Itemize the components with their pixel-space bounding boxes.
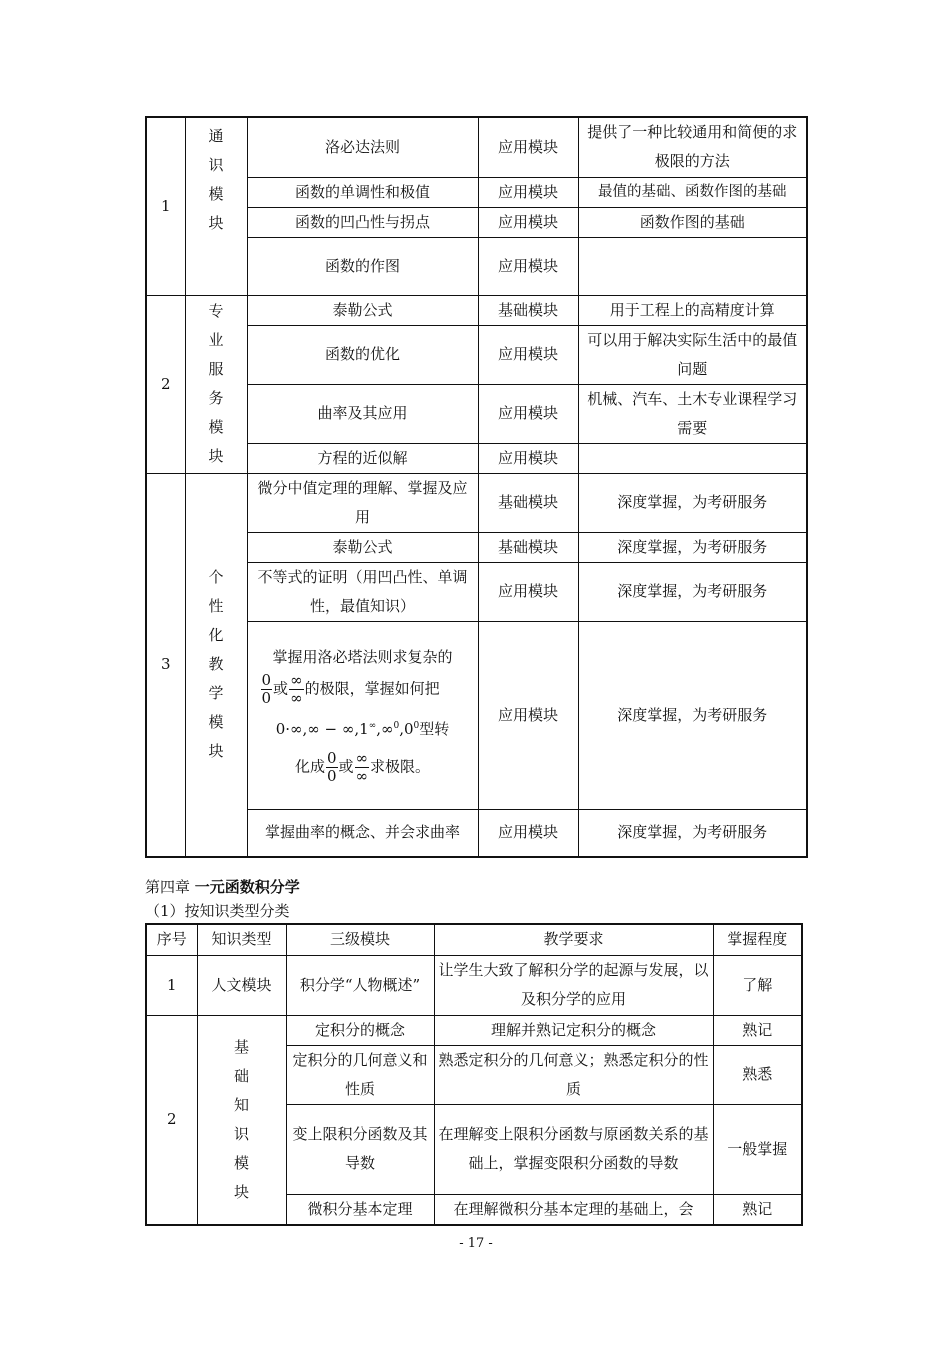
row-number: 2 <box>146 1015 197 1225</box>
note-cell: 深度掌握，为考研服务 <box>578 621 807 809</box>
topic-cell: 函数的作图 <box>247 237 478 295</box>
row-number: 1 <box>146 955 197 1015</box>
note-cell: 提供了一种比较通用和简便的求极限的方法 <box>578 117 807 177</box>
lhopital-topic-cell <box>247 621 478 809</box>
knowledge-type: 基 础 知 识 模 块 <box>197 1015 286 1225</box>
table-derivative-applications <box>145 116 808 858</box>
table-integral-calculus <box>145 923 803 1226</box>
topic-cell: 掌握曲率的概念、并会求曲率 <box>247 809 478 857</box>
header-requirement: 教学要求 <box>434 924 713 955</box>
group-number: 3 <box>146 473 185 857</box>
topic-cell: 洛必达法则 <box>247 117 478 177</box>
note-cell: 深度掌握，为考研服务 <box>578 473 807 532</box>
topic-cell: 函数的单调性和极值 <box>247 177 478 207</box>
topic-cell: 函数的优化 <box>247 325 478 384</box>
note-cell: 可以用于解决实际生活中的最值问题 <box>578 325 807 384</box>
knowledge-type: 专 业 服 务 模 块 <box>185 295 247 473</box>
mastery-cell: 熟记 <box>713 1015 802 1045</box>
note-cell: 函数作图的基础 <box>578 207 807 237</box>
note-cell <box>578 237 807 295</box>
module-cell: 应用模块 <box>478 177 578 207</box>
mastery-cell: 了解 <box>713 955 802 1015</box>
module-cell: 应用模块 <box>478 325 578 384</box>
note-cell <box>578 443 807 473</box>
formula-line-2: $\frac{0}{0}$ 或 $\frac{\infty}{\infty}$ 的极限，掌握如何把 <box>261 670 440 707</box>
module-cell: 微积分基本定理 <box>286 1194 434 1225</box>
module-cell: 应用模块 <box>478 621 578 809</box>
module-cell: 应用模块 <box>478 809 578 857</box>
module-cell: 基础模块 <box>478 532 578 562</box>
header-knowledge-type: 知识类型 <box>197 924 286 955</box>
header-number: 序号 <box>146 924 197 955</box>
topic-cell: 曲率及其应用 <box>247 384 478 443</box>
module-cell: 应用模块 <box>478 384 578 443</box>
formula-line-3: $0\cdot\infty,\infty - \infty,1^\infty,\infty^0,0^0$型转 <box>275 719 450 738</box>
fraction-zero-over-zero: $\frac{0}{0}$ <box>261 670 272 707</box>
topic-cell: 微分中值定理的理解、掌握及应用 <box>247 473 478 532</box>
note-cell: 机械、汽车、土木专业课程学习需要 <box>578 384 807 443</box>
header-module: 三级模块 <box>286 924 434 955</box>
topic-cell: 泰勒公式 <box>247 532 478 562</box>
mastery-cell: 熟悉 <box>713 1045 802 1104</box>
requirement-cell: 在理解微积分基本定理的基础上，会 <box>434 1194 713 1225</box>
knowledge-type: 通 识 模 块 <box>185 117 247 295</box>
knowledge-type: 个 性 化 教 学 模 块 <box>185 473 247 857</box>
note-cell: 用于工程上的高精度计算 <box>578 295 807 325</box>
topic-cell: 方程的近似解 <box>247 443 478 473</box>
mastery-cell: 熟记 <box>713 1194 802 1225</box>
module-cell: 定积分的几何意义和性质 <box>286 1045 434 1104</box>
topic-cell: 泰勒公式 <box>247 295 478 325</box>
note-cell: 最值的基础、函数作图的基础 <box>578 177 807 207</box>
module-cell: 定积分的概念 <box>286 1015 434 1045</box>
module-cell: 变上限积分函数及其导数 <box>286 1104 434 1194</box>
module-cell: 应用模块 <box>478 443 578 473</box>
requirement-cell: 让学生大致了解积分学的起源与发展，以及积分学的应用 <box>434 955 713 1015</box>
module-cell: 积分学“人物概述” <box>286 955 434 1015</box>
module-cell: 应用模块 <box>478 237 578 295</box>
requirement-cell: 理解并熟记定积分的概念 <box>434 1015 713 1045</box>
page-number: - 17 - <box>459 1236 493 1251</box>
formula-line-1: 掌握用洛必塔法则求复杂的 <box>272 647 453 666</box>
fraction-inf-over-inf: $\frac{\infty}{\infty}$ <box>355 748 369 785</box>
note-cell: 深度掌握，为考研服务 <box>578 532 807 562</box>
mastery-cell: 一般掌握 <box>713 1104 802 1194</box>
note-cell: 深度掌握，为考研服务 <box>578 809 807 857</box>
module-cell: 应用模块 <box>478 117 578 177</box>
knowledge-type: 人文模块 <box>197 955 286 1015</box>
group-number: 2 <box>146 295 185 473</box>
note-cell: 深度掌握，为考研服务 <box>578 562 807 621</box>
header-mastery: 掌握程度 <box>713 924 802 955</box>
group-number: 1 <box>146 117 185 295</box>
topic-cell: 函数的凹凸性与拐点 <box>247 207 478 237</box>
formula-line-4: 化成 $\frac{0}{0}$ 或 $\frac{\infty}{\infty}$ 求极限。 <box>294 748 431 785</box>
topic-cell: 不等式的证明（用凹凸性、单调性，最值知识） <box>247 562 478 621</box>
module-cell: 应用模块 <box>478 207 578 237</box>
module-cell: 基础模块 <box>478 295 578 325</box>
fraction-inf-over-inf: $\frac{\infty}{\infty}$ <box>290 670 303 707</box>
section-subheading: （1）按知识类型分类 <box>145 902 290 920</box>
fraction-zero-over-zero: $\frac{0}{0}$ <box>326 748 337 785</box>
module-cell: 基础模块 <box>478 473 578 532</box>
module-cell: 应用模块 <box>478 562 578 621</box>
requirement-cell: 在理解变上限积分函数与原函数关系的基础上，掌握变限积分函数的导数 <box>434 1104 713 1194</box>
requirement-cell: 熟悉定积分的几何意义；熟悉定积分的性质 <box>434 1045 713 1104</box>
chapter-heading: 第四章 一元函数积分学 <box>145 878 300 896</box>
